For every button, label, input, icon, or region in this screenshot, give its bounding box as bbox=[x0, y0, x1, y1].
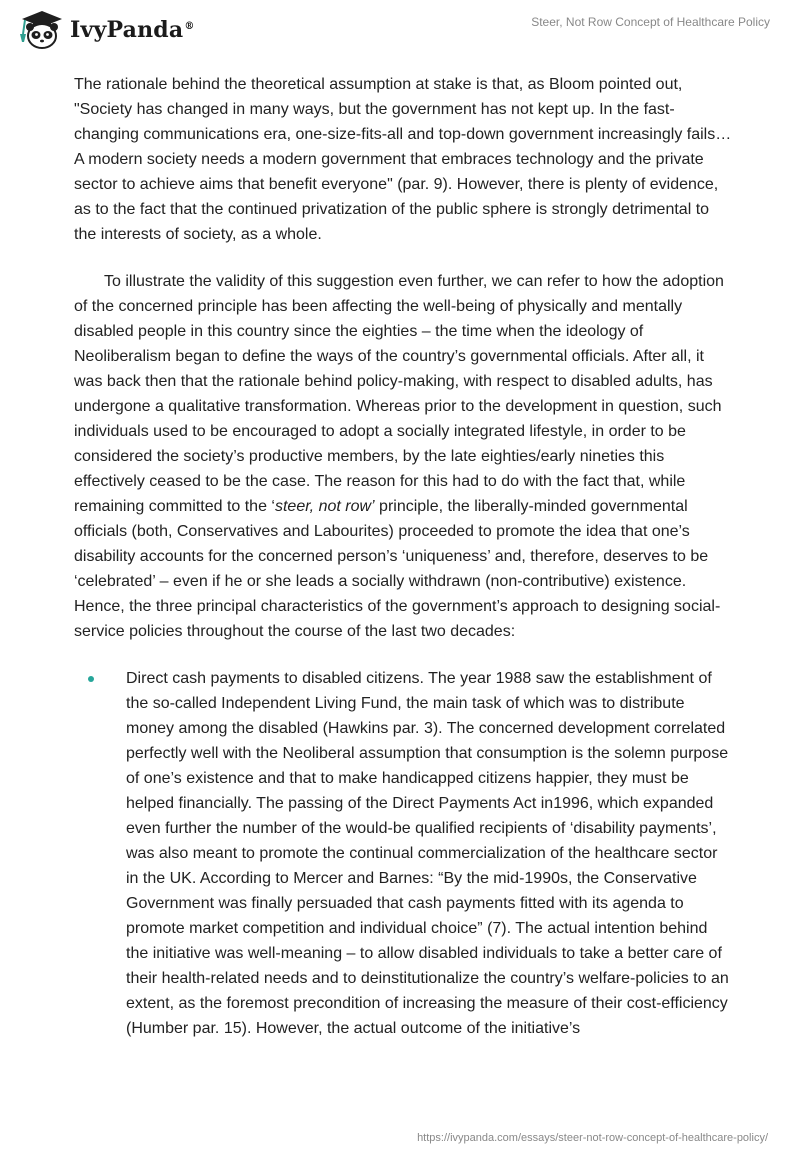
emphasis-text: steer, not row’ bbox=[274, 498, 375, 515]
brand-name: IvyPanda® bbox=[70, 17, 195, 43]
source-url[interactable]: https://ivypanda.com/essays/steer-not-row-concept-of-healthcare-policy/ bbox=[417, 1132, 768, 1144]
panda-graduate-icon bbox=[14, 8, 66, 52]
paragraph: To illustrate the validity of this suggestion even further, we can refer to how the adoption of the concerned principle has been affecting the well-being of physically and mentally disabled people in this country since the eighties – the time when the ideology of Neoliberalism began to define the ways of the country’s governmental officials. After all, it was back then that the rationale behind policy-making, with respect to disabled adults, has undergone a qualitative transformation. Whereas prior to the development in question, such individuals used to be encouraged to adopt a socially integrated lifestyle, in order to be considered the society’s productive members, by the late eighties/early nineties this effectively ceased to be the case. The reason for this had to do with the fact that, while remaining committed to the ‘steer, not row’ principle, the liberally-minded governmental officials (both, Conservatives and Labourites) proceeded to promote the idea that one’s disability accounts for the concerned person’s ‘uniqueness’ and, therefore, deserves to be ‘celebrated’ – even if he or she leads a socially withdrawn (non-contributive) existence. Hence, the three principal characteristics of the government’s approach to designing social-service policies throughout the course of the last two decades: bbox=[74, 273, 724, 640]
ivypanda-logo[interactable] bbox=[14, 8, 195, 52]
page-header bbox=[0, 0, 800, 60]
bullet-list bbox=[74, 666, 734, 1041]
list-item: Direct cash payments to disabled citizens. The year 1988 saw the establishment of the so-called Independent Living Fund, the main task of which was to distribute money among the disabled (Hawkins par. 3). The concerned development correlated perfectly well with the Neoliberal assumption that consumption is the solemn purpose of one’s existence and that to make handicapped citizens happier, they must be helped financially. The passing of the Direct Payments Act in1996, which expanded even further the number of the would-be qualified recipients of ‘disability payments’, was also meant to promote the continual commercialization of the healthcare sector in the UK. According to Mercer and Barnes: “By the mid-1990s, the Conservative Government was finally persuaded that cash payments fitted with its agenda to promote market competition and individual choice” (7). The actual intention behind the initiative was well-meaning – to allow disabled individuals to take a better care of their health-related needs and to deinstitutionalize the country’s welfare-policies to an extent, as the foremost precondition of increasing the measure of their cost-efficiency (Humber par. 15). However, the actual outcome of the initiative’s bbox=[74, 666, 734, 1041]
document-title: Steer, Not Row Concept of Healthcare Policy bbox=[531, 15, 770, 29]
bullet-icon bbox=[88, 676, 94, 682]
essay-body bbox=[74, 72, 734, 1041]
paragraph: The rationale behind the theoretical assumption at stake is that, as Bloom pointed out, "Society has changed in many ways, but the government has not kept up. In the fast-changing communications era, one-size-fits-all and top-down government increasingly fails… A modern society needs a modern government that embraces technology and the private sector to achieve aims that benefit everyone" (par. 9). However, there is plenty of evidence, as to the fact that the continued privatization of the public sphere is strongly detrimental to the interests of society, as a whole. bbox=[74, 76, 732, 243]
